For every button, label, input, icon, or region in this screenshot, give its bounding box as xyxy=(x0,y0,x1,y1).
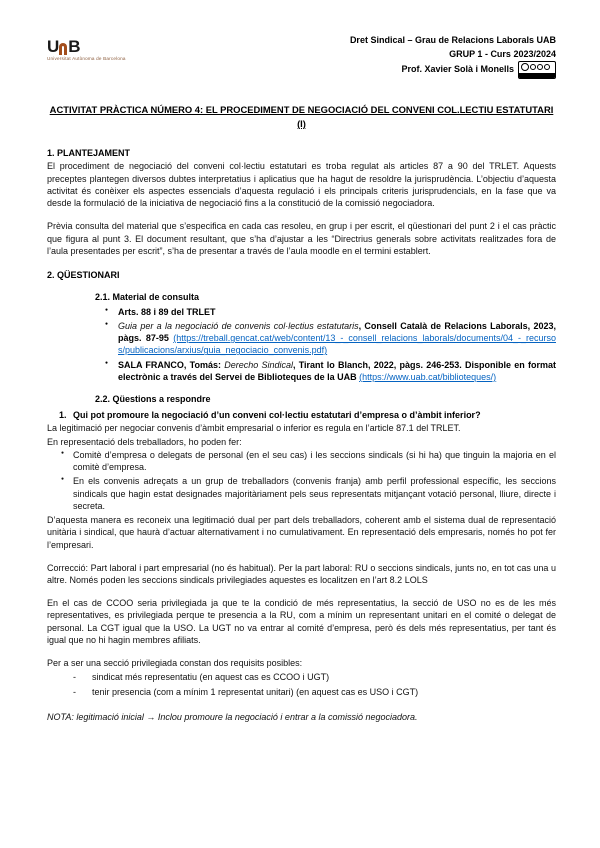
material-text: Arts. 88 i 89 del TRLET xyxy=(118,306,216,317)
question-1 xyxy=(59,409,556,421)
question-1-number: 1. xyxy=(59,410,67,421)
uab-logo-letter-u: U xyxy=(47,37,59,56)
plantejament-paragraph-1: El procediment de negociació del conveni col·lectiu estatutari es troba regulat als articles 87 a 90 del TRLET. Aquests preceptes plantegen diversos dubtes interpretatius i aplicatius que ha hagut de resoldre la jurisprudència. L’objectiu d’aquesta activitat és conèixer els aspectes essencials d’aquesta regulació i els principals criteris jurisprudencials, en la fase que va desde la formulació de la iniciativa de negociació fins a la constitució de la comissió negociadora. xyxy=(47,161,556,209)
uab-logo xyxy=(47,34,157,62)
course-info xyxy=(350,34,556,79)
requisit-item-representatiu: - sindicat més representatiu (en aquest cas es CCOO i UGT) xyxy=(92,671,556,683)
answer-bullet-franja: ● En els convenis adreçats a un grup de treballadors (convenis franja) amb perfil professional específic, les seccions sindicals que hagin estat designades majoritàriament pels seus representats mitjançant votació personal, lliure, directe i secreta. xyxy=(73,475,556,512)
activity-title-line2: (I) xyxy=(297,118,306,130)
material-text: , Consell Català de Relacions Laborals, 2023, pàgs. 87-95 xyxy=(118,320,556,344)
course-title: Dret Sindical – Grau de Relacions Laborals UAB xyxy=(349,35,556,45)
answer-bullet-comite: ● Comitè d’empresa o delegats de personal (en el seu cas) i les seccions sindicals (si hi ha) que tinguin la majoria en el comitè d’empresa. xyxy=(73,449,556,473)
material-title-italic: Derecho Sindical xyxy=(224,359,293,370)
cc-license-strip xyxy=(519,73,555,78)
answer-paragraph-correccio: Correcció: Part laboral i part empresarial (no és habitual). Per la part laboral: RU o seccions sindicals, junts no, en tot cas una u altre. Només poden les seccions sindicals privilegiades aquestes es localitzen en l’art 8.2 LOLS xyxy=(47,562,556,586)
materials-list xyxy=(47,306,556,383)
section-questionari xyxy=(47,269,556,723)
subsection-2-1-heading: 2.1. Material de consulta xyxy=(95,292,200,303)
requisits-dash-list xyxy=(47,671,556,697)
professor-line xyxy=(350,61,556,79)
plantejament-paragraph-2: Prèvia consulta del material que s’especifica en cada cas resoleu, en grup i per escrit, el qüestionari del punt 2 i el cas pràctic que figura al punt 3. El document resultant, que s’ha d’ajustar a les “Directrius generals sobre activitats realitzades fora de l’aula presentades per escrit”, s’ha de presentar a través de l’aula moodle en el termini establert. xyxy=(47,221,556,256)
course-group: GRUP 1 - Curs 2023/2024 xyxy=(449,48,556,59)
professor-name: Prof. Xavier Solà i Monells xyxy=(401,64,514,75)
cc-license-circles-icon xyxy=(521,63,550,71)
material-title-italic: Guia per a la negociació de convenis col·lectius estatutaris xyxy=(118,320,359,331)
uab-logo-subtitle: Universitat Autònoma de Barcelona xyxy=(47,56,126,61)
uab-logo-letters xyxy=(47,37,157,55)
uab-logo-a-icon xyxy=(59,43,67,55)
answer-paragraph-requisits: Per a ser una secció privilegiada constan dos requisits posibles: xyxy=(47,658,303,669)
section-1-heading: 1. PLANTEJAMENT xyxy=(47,148,131,159)
answer-paragraph-representacio: En representació dels treballadors, ho poden fer: xyxy=(47,436,242,447)
document-header xyxy=(47,34,556,79)
link-uab-biblioteques[interactable]: (https://www.uab.cat/biblioteques/) xyxy=(359,371,497,382)
material-text: , Tirant lo Blanch, 2022, pàgs. 246-253. Disponible en format electrònic a través del Servei de Biblioteques de la UAB xyxy=(118,359,556,382)
material-item-sala-franco xyxy=(118,359,556,383)
material-author: SALA FRANCO, Tomás: xyxy=(118,359,225,370)
answer-paragraph-legitimacio: La legitimació per negociar convenis d’àmbit empresarial o inferior es regula en l’article 87.1 del TRLET. xyxy=(47,423,461,434)
answer-paragraph-dual: D’aquesta manera es reconeix una legitimació dual per part dels treballadors, coherent amb el sistema dual de representació unitària i sindical, que haurà d’actuar alternativament i no cumulativament. En representació dels empresaris, només ho pot fer l’empresari. xyxy=(47,515,556,550)
material-item-trlet xyxy=(118,306,556,318)
section-2-heading: 2. QÜESTIONARI xyxy=(47,270,120,281)
material-item-guia xyxy=(118,320,556,357)
subsection-2-2-heading: 2.2. Qüestions a respondre xyxy=(95,393,211,404)
uab-logo-letter-b: B xyxy=(68,37,80,56)
answer-bullets-list xyxy=(47,449,556,512)
requisit-item-presencia: - tenir presencia (com a mínim 1 representat unitari) (en aquest cas es USO i CGT) xyxy=(92,686,556,698)
cc-license-badge-icon xyxy=(518,61,556,79)
activity-title xyxy=(47,103,556,131)
nota-legitimacio: NOTA: legitimació inicial → Inclou promoure la negociació i entrar a la comissió negociadora. xyxy=(47,711,418,722)
link-guia-negociacio-pdf[interactable]: (https://treball.gencat.cat/web/content/13_-_consell_relacions_laborals/documents/04_-_recursos/publicacions/arxius/guia_negociacio_convenis.pdf) xyxy=(118,333,556,356)
answer-paragraph-ccoo: En el cas de CCOO seria privilegiada ja que te la condició de més representatius, la secció de USO no es de les més representatives, es privilegiada perque te presencia a la RU, com a mínim un representant unitari en el comité o delegat de personal. La CGT igual que la USO. La UGT no va entrar al comité d’empresa, però és dels més representatius, per tant és igual que no hi hagin membres afiliats. xyxy=(47,598,556,645)
question-1-text: Qui pot promoure la negociació d’un conveni col·lectiu estatutari d’empresa o d’àmbit inferior? xyxy=(73,410,481,421)
section-plantejament xyxy=(47,147,556,257)
activity-title-line1: ACTIVITAT PRÀCTICA NÚMERO 4: EL PROCEDIMENT DE NEGOCIACIÓ DEL CONVENI COL.LECTIU ESTATUTARI xyxy=(49,104,554,115)
